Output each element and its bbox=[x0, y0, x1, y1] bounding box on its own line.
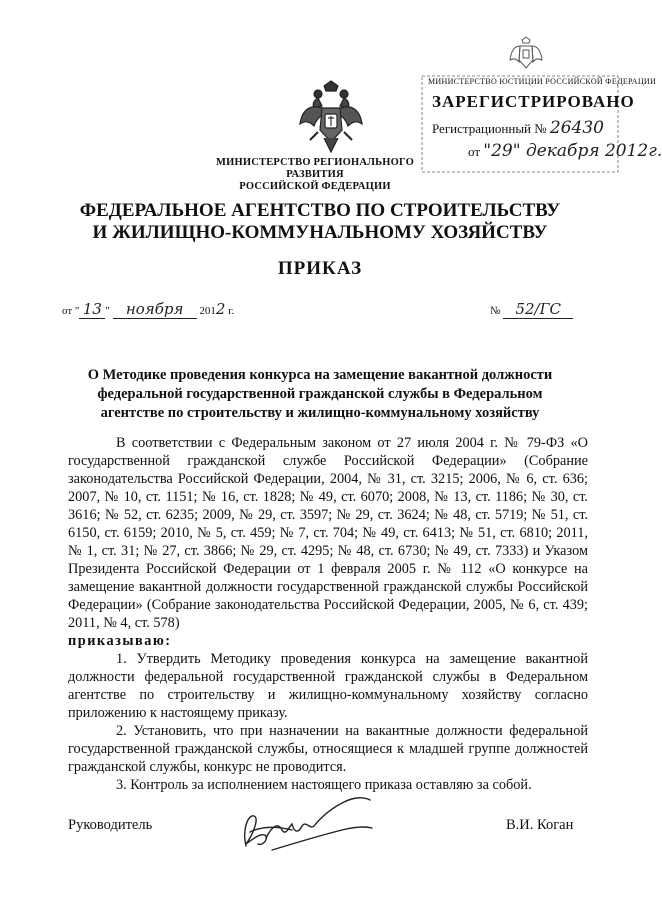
number-label: № bbox=[490, 305, 501, 317]
order-word bbox=[68, 632, 588, 650]
order-number bbox=[490, 300, 573, 319]
date-suffix: г. bbox=[228, 305, 235, 317]
ministry-line-1: МИНИСТЕРСТВО РЕГИОНАЛЬНОГО РАЗВИТИЯ bbox=[216, 157, 414, 180]
signatory-role: Руководитель bbox=[68, 817, 153, 833]
date-prefix: от " bbox=[62, 305, 80, 317]
stamp-emblem bbox=[508, 36, 544, 74]
handwritten-signature bbox=[232, 786, 382, 866]
order-word-text: приказываю: bbox=[68, 633, 172, 649]
coat-of-arms-emblem bbox=[296, 80, 366, 156]
document-body bbox=[68, 434, 588, 794]
stamp-reg-number: 26430 bbox=[549, 118, 605, 138]
number-value: 52/ГС bbox=[503, 300, 573, 319]
preamble-paragraph: В соответствии с Федеральным законом от 27 июля 2004 г. № 79-ФЗ «О государственной гражданской службе Российской Федерации» (Собрание законодательства Российской Федерации, 2004, № 31, ст. 3215; 2006, № 6, ст. 636; 2007, № 10, ст. 1151; № 16, ст. 1828; № 49, ст. 6070; 2008, № 13, ст. 1186; № 30, ст. 3616; № 52, ст. 6235; 2009, № 29, ст. 3597; № 29, ст. 3624; № 48, ст. 5719; № 51, ст. 6150, ст. 6159; 2010, № 5, ст. 459; № 7, ст. 704; № 49, ст. 6413; № 51, ст. 6810; 2011, № 1, ст. 31; № 27, ст. 3866; № 29, ст. 4295; № 48, ст. 6730; № 49, ст. 7333) и Указом Президента Российской Федерации от 1 февраля 2005 г. № 112 «О конкурсе на замещение вакантной должности государственной гражданской службы Российской Федерации» (Собрание законодательства Российской Федерации, 2005, № 6, ст. 439; 2011, № 4, ст. 578) bbox=[68, 435, 588, 631]
date-month: ноября bbox=[113, 300, 197, 319]
stamp-reg-label: Регистрационный № bbox=[432, 121, 547, 136]
agency-line-1: ФЕДЕРАЛЬНОЕ АГЕНТСТВО ПО СТРОИТЕЛЬСТВУ bbox=[79, 200, 561, 221]
order-date bbox=[62, 300, 234, 319]
stamp-date: "29" декабря 2012г. bbox=[483, 141, 662, 161]
order-item-1: 1. Утвердить Методику проведения конкурса на замещение вакантной должности федеральной государственной гражданской службы в Федеральном агентстве по строительству и жилищно-коммунальному хозяйству согласно приложению к настоящему приказу. bbox=[68, 651, 588, 721]
order-item-3: 3. Контроль за исполнением настоящего приказа оставляю за собой. bbox=[116, 777, 532, 793]
stamp-registered: ЗАРЕГИСТРИРОВАНО bbox=[432, 92, 635, 111]
ministry-header bbox=[190, 157, 440, 193]
order-item-2: 2. Установить, что при назначении на вакантные должности федеральной государственной гражданской службы, относящиеся к младшей группе должностей гражданской службы, конкурс не проводится. bbox=[68, 723, 588, 775]
document-type: ПРИКАЗ bbox=[277, 258, 363, 279]
document-title: О Методике проведения конкурса на замещение вакантной должности федеральной государственной гражданской службы в Федеральном агентстве по строительству и жилищно-коммунальному хозяйству bbox=[87, 367, 553, 421]
date-year-prefix: 201 bbox=[199, 305, 216, 317]
ministry-line-2: РОССИЙСКОЙ ФЕДЕРАЦИИ bbox=[239, 181, 391, 192]
agency-line-2: И ЖИЛИЩНО-КОММУНАЛЬНОМУ ХОЗЯЙСТВУ bbox=[92, 222, 548, 243]
date-quote: " bbox=[105, 305, 110, 317]
date-year-digit: 2 bbox=[215, 300, 226, 318]
stamp-date-line bbox=[468, 141, 662, 161]
stamp-reg-number-line bbox=[432, 118, 604, 138]
agency-title bbox=[40, 200, 600, 244]
stamp-from-label: от bbox=[468, 144, 481, 159]
date-day: 13 bbox=[79, 300, 105, 319]
stamp-organization: МИНИСТЕРСТВО ЮСТИЦИИ РОССИЙСКОЙ ФЕДЕРАЦИИ bbox=[428, 77, 657, 86]
signatory-name: В.И. Коган bbox=[506, 817, 574, 833]
